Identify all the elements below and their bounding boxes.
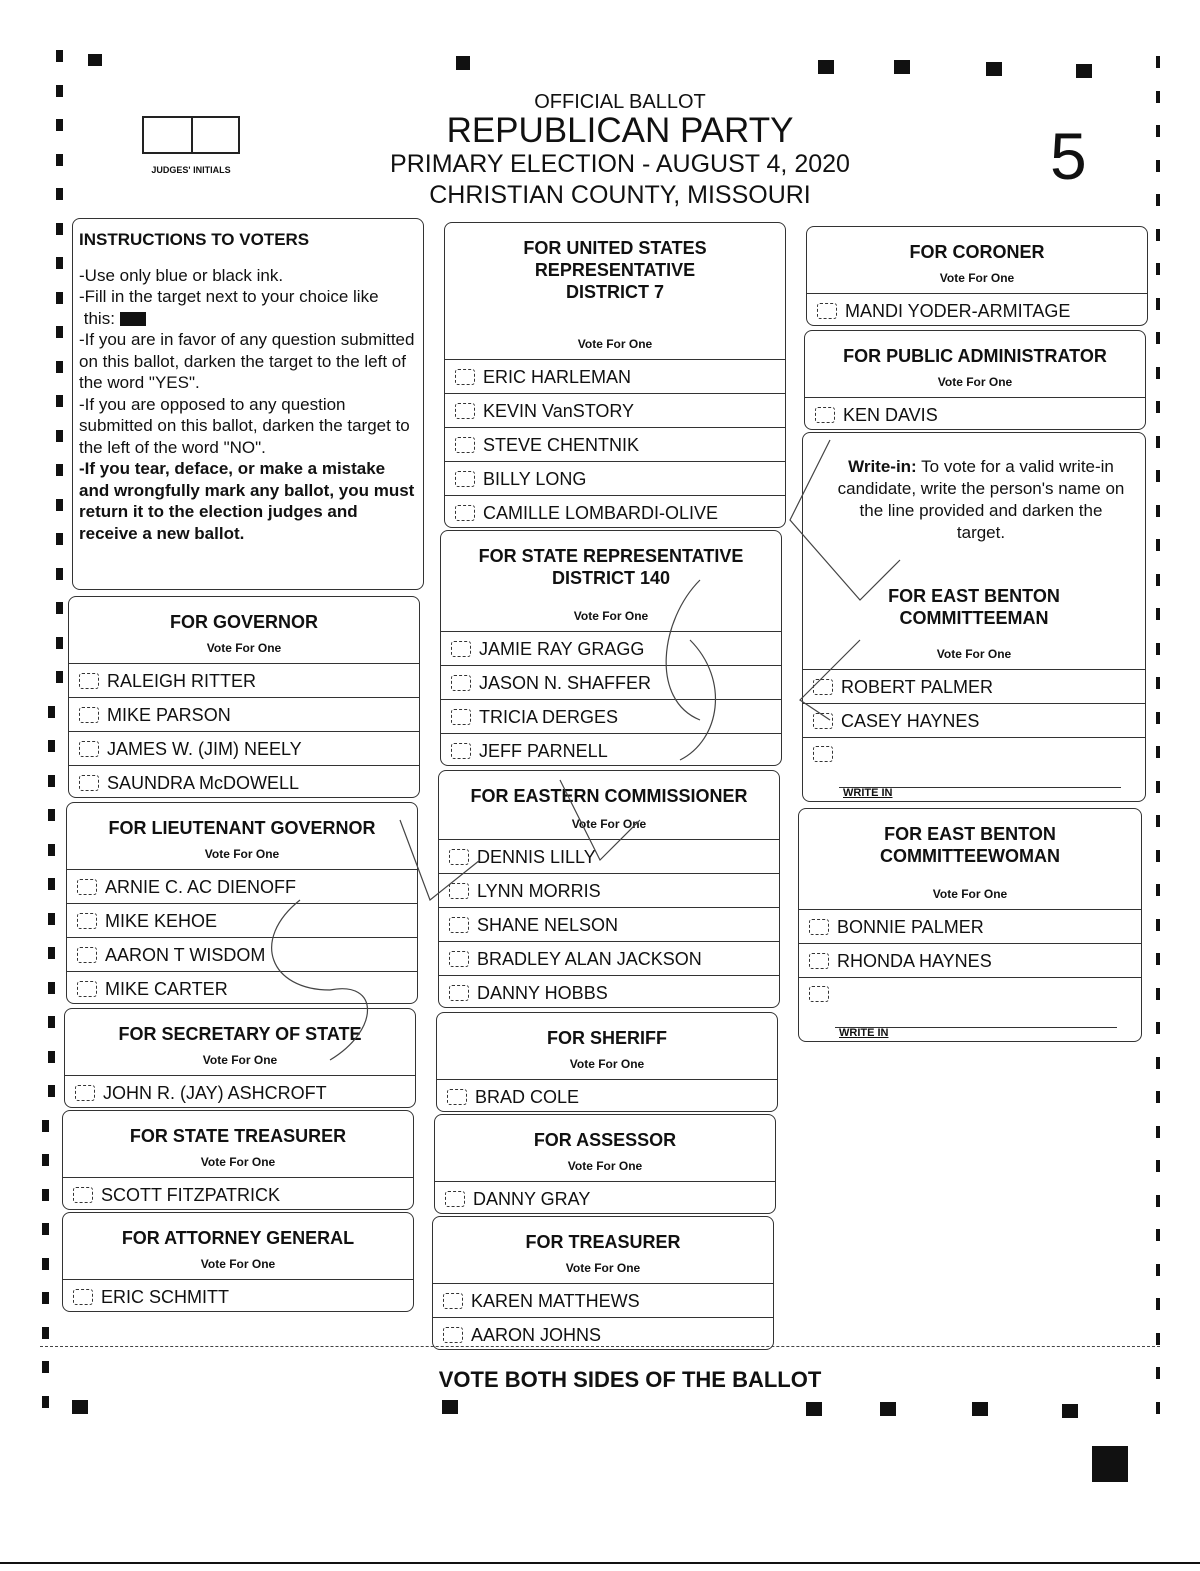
vote-for-one-label: Vote For One [569,1057,645,1071]
candidate-name: BILLY LONG [483,468,587,489]
candidate-name: JEFF PARNELL [479,740,608,761]
race-title: FOR STATE TREASURER [129,1126,347,1146]
vote-for-one-label: Vote For One [573,609,649,623]
race-title: FOR EAST BENTON [888,586,1060,606]
candidate-name: SHANE NELSON [477,914,619,935]
vote-for-one-label: Vote For One [937,375,1013,389]
race-title: FOR PUBLIC ADMINISTRATOR [843,346,1107,366]
candidate-name: ERIC HARLEMAN [483,366,632,387]
vote-for-one-label: Vote For One [204,847,280,861]
candidate-name: CAMILLE LOMBARDI-OLIVE [483,502,719,523]
race-title: FOR CORONER [909,242,1045,262]
candidate-name: DENNIS LILLY [477,846,596,867]
race-title: FOR EAST BENTON [884,824,1056,844]
candidate-name: JAMES W. (JIM) NEELY [107,738,302,759]
candidate-name: KEN DAVIS [843,404,938,425]
candidate-name: AARON JOHNS [471,1324,602,1345]
candidate-name: MANDI YODER-ARMITAGE [845,300,1071,321]
race-title: FOR ATTORNEY GENERAL [121,1228,355,1248]
candidate-name: JAMIE RAY GRAGG [479,638,645,659]
candidate-name: RHONDA HAYNES [837,950,992,971]
candidate-name: TRICIA DERGES [479,706,619,727]
write-in-text: To vote for a valid write-in candidate, write the person's name on the line provided and darken the target. [837,457,1125,542]
vote-for-one-label: Vote For One [206,641,282,655]
candidate-name: DANNY GRAY [473,1188,591,1209]
candidate-name: KAREN MATTHEWS [471,1290,640,1311]
footer-text: VOTE BOTH SIDES OF THE BALLOT [438,1367,822,1392]
ballot-title-official: OFFICIAL BALLOT [534,91,706,113]
ballot-title-party: REPUBLICAN PARTY [446,111,794,150]
ballot-title-election: PRIMARY ELECTION - AUGUST 4, 2020 [390,150,850,178]
candidate-name: BRADLEY ALAN JACKSON [477,948,702,969]
race-title: FOR ASSESSOR [533,1130,677,1150]
candidate-name: LYNN MORRIS [477,880,601,901]
instruction-ink: -Use only blue or black ink. [79,265,284,285]
write-in-label: WRITE IN [839,1027,889,1039]
ballot-title-county: CHRISTIAN COUNTY, MISSOURI [429,181,811,209]
instruction-no: -If you are opposed to any question submitted on this ballot, darken the target to the left of the word "NO". [79,394,410,457]
candidate-name: DANNY HOBBS [477,982,608,1003]
vote-for-one-label: Vote For One [936,647,1012,661]
candidate-name: JOHN R. (JAY) ASHCROFT [103,1082,327,1103]
candidate-name: BONNIE PALMER [837,916,984,937]
vote-for-one-label: Vote For One [939,271,1015,285]
candidate-name: AARON T WISDOM [105,944,266,965]
race-title: REPRESENTATIVE [534,260,696,280]
race-title: DISTRICT 7 [565,282,664,302]
race-title: FOR STATE REPRESENTATIVE [478,546,744,566]
vote-for-one-label: Vote For One [577,337,653,351]
vote-for-one-label: Vote For One [202,1053,278,1067]
write-in-label: WRITE IN [843,787,893,799]
candidate-name: SAUNDRA McDOWELL [107,772,300,793]
race-title: FOR SECRETARY OF STATE [118,1024,362,1044]
candidate-name: ARNIE C. AC DIENOFF [105,876,297,897]
candidate-name: RALEIGH RITTER [107,670,257,691]
candidate-name: KEVIN VanSTORY [483,400,635,421]
candidate-name: MIKE KEHOE [105,910,218,931]
race-title: FOR SHERIFF [547,1028,667,1048]
vote-for-one-label: Vote For One [932,887,1008,901]
vote-for-one-label: Vote For One [567,1159,643,1173]
race-title: FOR UNITED STATES [523,238,707,258]
instruction-yes: -If you are in favor of any question submitted on this ballot, darken the target to the left of the word "YES". [79,330,415,392]
race-title: FOR LIEUTENANT GOVERNOR [108,818,376,838]
candidate-name: ERIC SCHMITT [101,1286,229,1307]
judges-initials-label: JUDGES' INITIALS [151,165,231,175]
candidate-name: STEVE CHENTNIK [483,434,640,455]
vote-for-one-label: Vote For One [200,1257,276,1271]
write-in-heading: Write-in: [848,457,917,476]
instructions-title: INSTRUCTIONS TO VOTERS [79,230,310,249]
candidate-name: MIKE PARSON [107,704,231,725]
candidate-name: ROBERT PALMER [841,676,994,697]
candidate-name: SCOTT FITZPATRICK [101,1184,280,1205]
ballot-style-number: 5 [1050,119,1087,193]
race-title: FOR GOVERNOR [169,612,318,632]
candidate-name: CASEY HAYNES [841,710,980,731]
race-title: FOR EASTERN COMMISSIONER [470,786,748,806]
vote-for-one-label: Vote For One [200,1155,276,1169]
race-title: DISTRICT 140 [551,568,671,588]
instruction-fill: -Fill in the target next to your choice like [79,287,379,306]
candidate-name: JASON N. SHAFFER [479,672,652,693]
race-title: COMMITTEEMAN [899,608,1049,628]
instruction-spoiled: -If you tear, deface, or make a mistake and wrongfully mark any ballot, you must return it to the election judges and receive a new ballot. [79,459,415,543]
candidate-name: MIKE CARTER [105,978,228,999]
instruction-this: this: [83,308,115,328]
vote-for-one-label: Vote For One [571,817,647,831]
race-title: COMMITTEEWOMAN [880,846,1060,866]
candidate-name: BRAD COLE [475,1086,580,1107]
vote-for-one-label: Vote For One [565,1261,641,1275]
race-title: FOR TREASURER [525,1232,681,1252]
